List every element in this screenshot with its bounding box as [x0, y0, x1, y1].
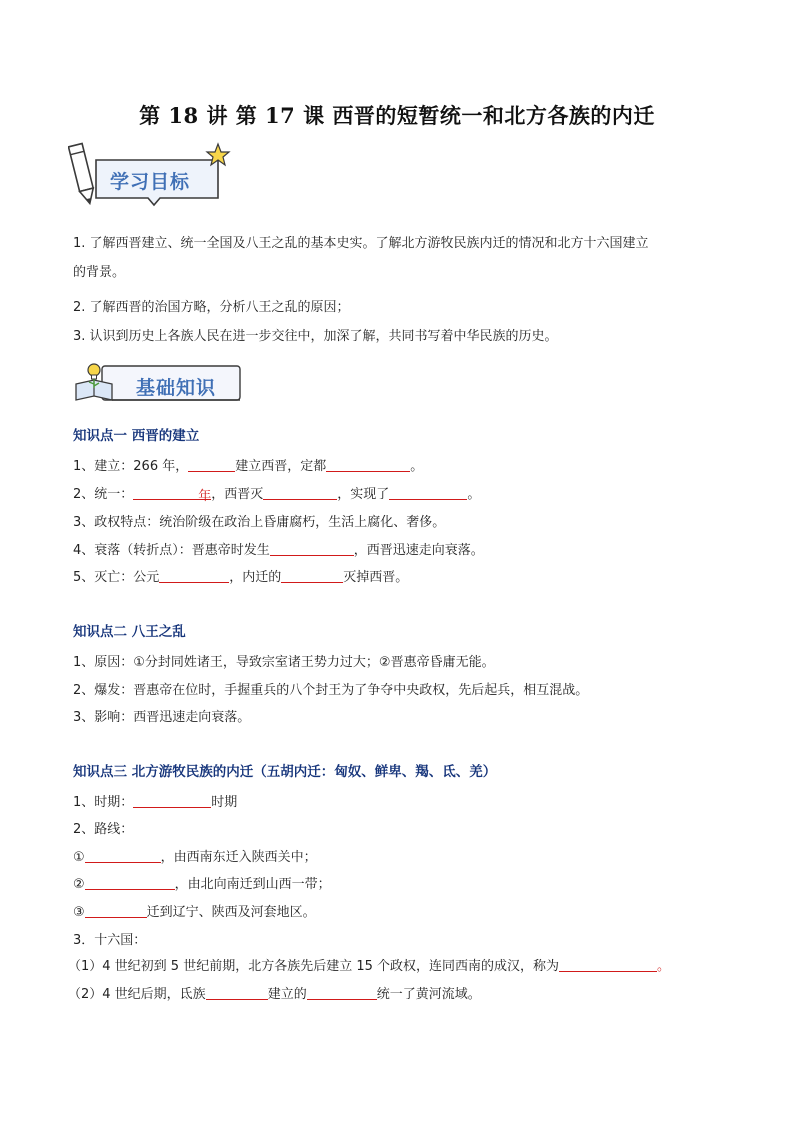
blank-state[interactable] — [307, 985, 377, 1000]
blank-route-1[interactable] — [85, 848, 161, 863]
k1-line-4: 4、衰落（转折点）：晋惠帝时发生 ，西晋迅速走向衰落。 — [73, 543, 484, 558]
k1-line-1: 1、建立：266 年， 建立西晋，定都 。 — [73, 459, 424, 474]
k3-route-2: ② ，由北向南迁到山西一带； — [73, 877, 331, 892]
blank-di-leader[interactable] — [206, 985, 268, 1000]
k3-line-1: 1、时期： 时期 — [73, 795, 238, 810]
blank-turning-event[interactable] — [270, 541, 354, 556]
k3-sub-1: （1）4 世纪初到 5 世纪前期，北方各族先后建立 15 个政权，连同西南的成汉，称为 。 — [68, 959, 671, 974]
k2-line-3: 3、影响：西晋迅速走向衰落。 — [73, 710, 251, 725]
goal-line-2: 的背景。 — [73, 265, 126, 280]
learning-goals-label: 学习目标 — [110, 171, 191, 193]
blank-conqueror[interactable] — [281, 568, 343, 583]
basic-knowledge-banner — [72, 360, 244, 408]
blank-fall-year[interactable] — [159, 568, 229, 583]
k3-route-1: ① ，由西南东迁入陕西关中； — [73, 850, 317, 865]
blank-capital[interactable] — [326, 457, 410, 472]
learning-goals-banner — [68, 140, 238, 212]
section-heading-3: 知识点三 北方游牧民族的内迁（五胡内迁：匈奴、鲜卑、羯、氐、羌） — [73, 764, 497, 780]
k3-route-3: ③ 迁到辽宁、陕西及河套地区。 — [73, 905, 316, 920]
k1-line-5: 5、灭亡：公元 ，内迁的 灭掉西晋。 — [73, 570, 409, 585]
goal-line-1: 1. 了解西晋建立、统一全国及八王之乱的基本史实。了解北方游牧民族内迁的情况和北方十六国建立 — [73, 236, 649, 251]
k3-line-3: 3．十六国： — [73, 933, 147, 948]
k1-line-2: 2、统一： 年，西晋灭 ，实现了 。 — [73, 487, 481, 504]
blank-route-2[interactable] — [85, 875, 175, 890]
blank-achievement[interactable] — [389, 485, 467, 500]
blank-route-3[interactable] — [85, 903, 147, 918]
k2-line-1: 1、原因：①分封同姓诸王，导致宗室诸王势力过大；②晋惠帝昏庸无能。 — [73, 655, 495, 670]
blank-conquered[interactable] — [263, 485, 337, 500]
goal-line-3: 2. 了解西晋的治国方略，分析八王之乱的原因； — [73, 300, 350, 315]
k3-line-2: 2、路线： — [73, 822, 134, 837]
section-heading-1: 知识点一 西晋的建立 — [73, 428, 200, 444]
blank-period[interactable] — [133, 793, 211, 808]
blank-unify-year[interactable]: 年 — [133, 485, 211, 500]
blank-founder[interactable] — [188, 457, 235, 472]
k1-line-3: 3、政权特点：统治阶级在政治上昏庸腐朽，生活上腐化、奢侈。 — [73, 515, 446, 530]
section-heading-2: 知识点二 八王之乱 — [73, 624, 186, 640]
goal-line-4: 3. 认识到历史上各族人民在进一步交往中，加深了解，共同书写着中华民族的历史。 — [73, 329, 558, 344]
basic-knowledge-label: 基础知识 — [136, 377, 217, 399]
k2-line-2: 2、爆发：晋惠帝在位时，手握重兵的八个封王为了争夺中央政权，先后起兵，相互混战。 — [73, 683, 589, 698]
k3-sub-2: （2）4 世纪后期，氐族 建立的 统一了黄河流域。 — [68, 987, 481, 1002]
blank-sixteen-kingdoms[interactable] — [559, 957, 657, 972]
page-title: 第 18 讲 第 17 课 西晋的短暂统一和北方各族的内迁 — [139, 103, 655, 128]
